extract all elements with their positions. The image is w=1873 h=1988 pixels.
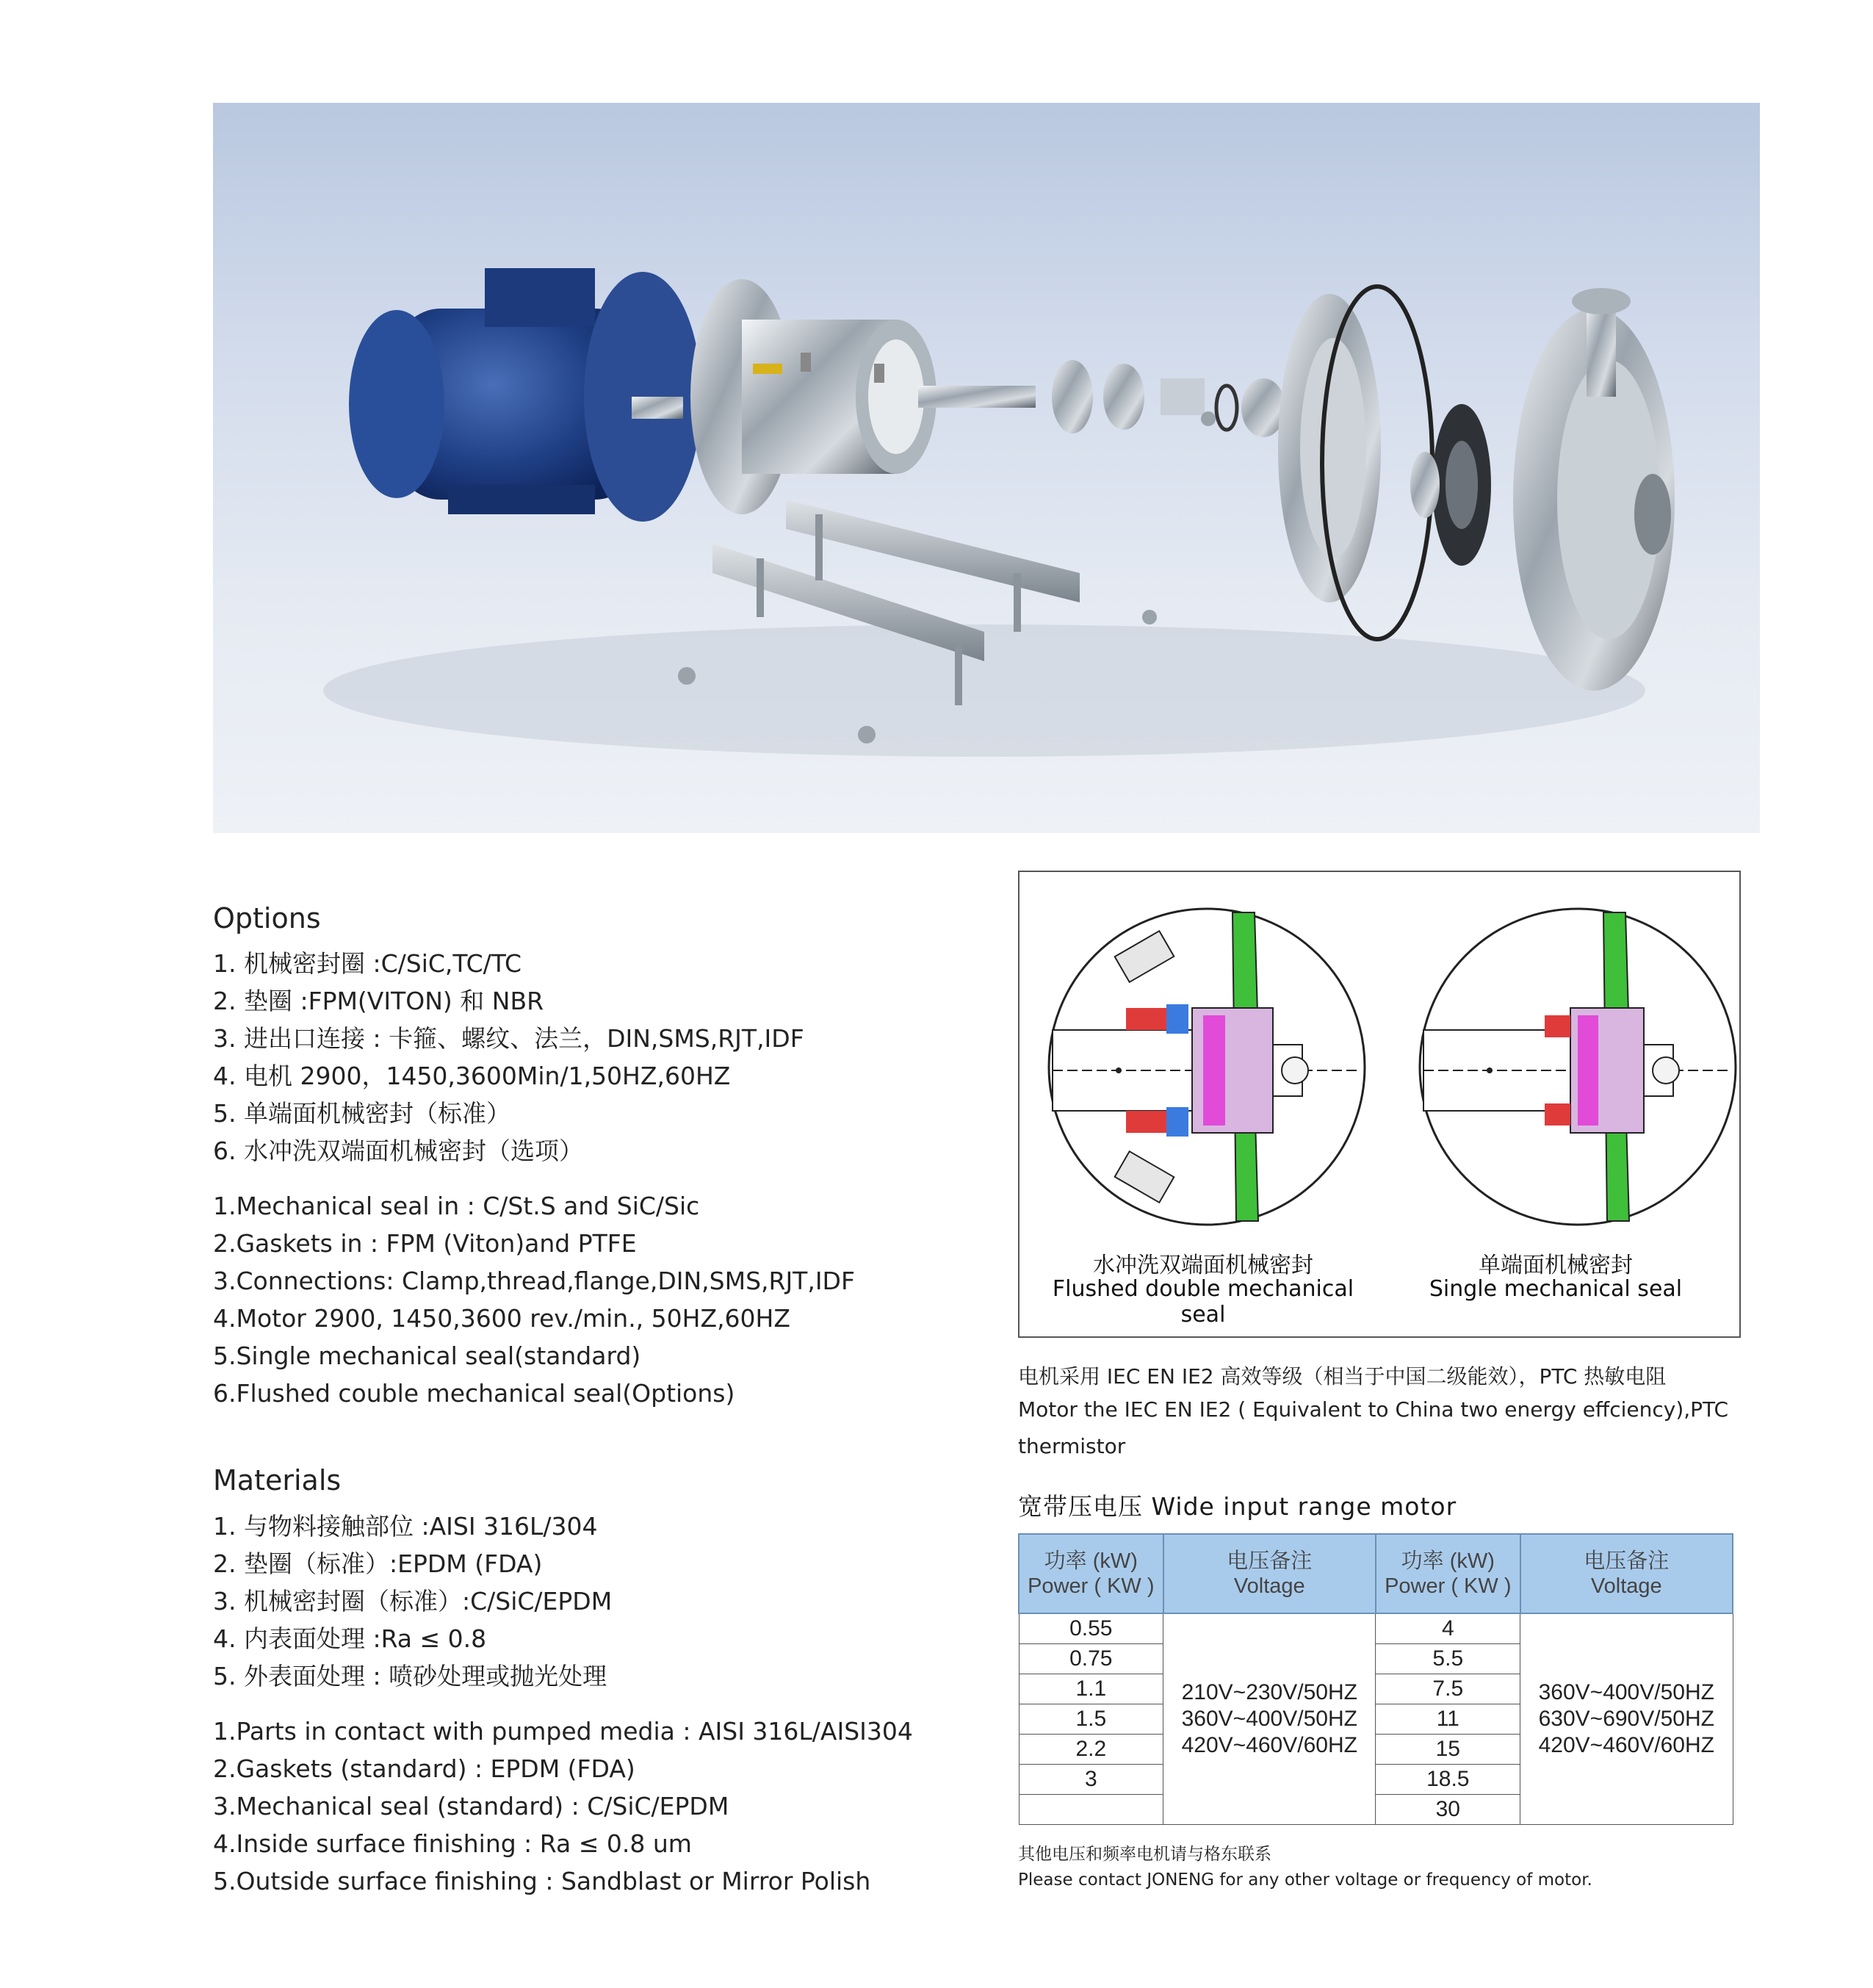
right-voltage-line: 360V~400V/50HZ [1538, 1680, 1714, 1704]
single-seal-caption-en: Single mechanical seal [1429, 1276, 1683, 1302]
header-voltage-en: Voltage [1233, 1574, 1305, 1598]
right-power-cell: 18.5 [1376, 1765, 1520, 1795]
flushed-seal-caption-en: Flushed double mechanical seal [1052, 1276, 1354, 1328]
options-cn-item: 1. 机械密封圈 :C/SiC,TC/TC [213, 949, 522, 978]
motor-note-en-line2: thermistor [1018, 1434, 1126, 1458]
options-cn-list [213, 945, 804, 1170]
materials-en-item: 1.Parts in contact with pumped media : AISI 316L/AISI304 [213, 1717, 913, 1746]
options-en-item: 3.Connections: Clamp,thread,flange,DIN,SMS,RJT,IDF [213, 1267, 855, 1295]
materials-heading: Materials [213, 1464, 342, 1497]
options-cn-item: 5. 单端面机械密封（标准） [213, 1099, 510, 1128]
options-en-item: 1.Mechanical seal in : C/St.S and SiC/Sic [213, 1192, 700, 1220]
right-power-cell: 15 [1376, 1735, 1520, 1765]
left-power-cell: 0.75 [1019, 1644, 1163, 1674]
header-power-cn: 功率 (kW) [1044, 1549, 1138, 1573]
adapter-flange [690, 279, 936, 514]
left-voltage-line: 360V~400V/50HZ [1181, 1707, 1357, 1731]
single-seal-diagram [1416, 905, 1739, 1228]
left-voltage-line: 420V~460V/60HZ [1181, 1733, 1357, 1757]
table-header-row [1019, 1534, 1733, 1613]
options-heading: Options [213, 902, 321, 934]
right-power-cell: 7.5 [1376, 1674, 1520, 1704]
left-voltage-cell [1163, 1613, 1376, 1825]
right-power-cell: 30 [1376, 1795, 1520, 1825]
options-en-item: 5.Single mechanical seal(standard) [213, 1341, 641, 1370]
back-plate [1278, 287, 1432, 639]
table-row [1019, 1613, 1733, 1644]
header-voltage-right [1520, 1534, 1733, 1613]
impeller [1410, 404, 1491, 566]
right-power-cell: 5.5 [1376, 1644, 1520, 1674]
left-power-cell: 3 [1019, 1765, 1163, 1795]
right-voltage-line: 630V~690V/50HZ [1538, 1707, 1714, 1731]
motor-note-cn: 电机采用 IEC EN IE2 高效等级（相当于中国二级能效），PTC 热敏电阻 [1018, 1364, 1667, 1389]
header-voltage-left [1163, 1534, 1376, 1613]
options-en-item: 4.Motor 2900, 1450,3600 rev./min., 50HZ,60HZ [213, 1304, 790, 1333]
materials-cn-item: 2. 垫圈（标准）:EPDM (FDA) [213, 1549, 543, 1578]
right-power-cell: 11 [1376, 1704, 1520, 1735]
pump-illustration [213, 103, 1760, 833]
header-power-left [1019, 1534, 1163, 1613]
left-power-cell: 1.1 [1019, 1674, 1163, 1704]
right-voltage-cell [1520, 1613, 1733, 1825]
pump-exploded-view-image [213, 103, 1760, 833]
left-power-cell: 1.5 [1019, 1704, 1163, 1735]
options-cn-item: 4. 电机 2900，1450,3600Min/1,50HZ,60HZ [213, 1062, 731, 1090]
header-power-right [1376, 1534, 1520, 1613]
left-voltage-line: 210V~230V/50HZ [1181, 1680, 1357, 1704]
materials-en-item: 4.Inside surface finishing : Ra ≤ 0.8 um [213, 1829, 692, 1858]
header-voltage-cn: 电压备注 [1584, 1549, 1670, 1573]
pump-casing [1513, 288, 1675, 691]
materials-cn-item: 3. 机械密封圈（标准）:C/SiC/EPDM [213, 1587, 613, 1616]
flushed-seal-caption-cn: 水冲洗双端面机械密封 [1093, 1253, 1313, 1278]
options-cn-item: 2. 垫圈 :FPM(VITON) 和 NBR [213, 987, 544, 1015]
materials-en-list [213, 1717, 913, 1904]
materials-cn-item: 5. 外表面处理 : 喷砂处理或抛光处理 [213, 1662, 607, 1690]
footer-note-cn: 其他电压和频率电机请与格东联系 [1018, 1845, 1271, 1864]
left-power-cell: 0.55 [1019, 1613, 1163, 1644]
left-power-cell [1019, 1795, 1163, 1825]
header-voltage-en: Voltage [1590, 1574, 1662, 1598]
motor [349, 268, 701, 522]
materials-cn-list [213, 1508, 612, 1695]
header-power-cn: 功率 (kW) [1401, 1549, 1495, 1573]
options-en-item: 2.Gaskets in : FPM (Viton)and PTFE [213, 1229, 637, 1258]
options-en-list [213, 1192, 855, 1416]
header-power-en: Power ( KW ) [1028, 1574, 1155, 1598]
seal-diagram-panel [1018, 871, 1741, 1338]
motor-note-en-line1: Motor the IEC EN IE2 ( Equivalent to China two energy effciency),PTC [1018, 1397, 1729, 1422]
flushed-double-seal-diagram [1045, 905, 1368, 1228]
wide-range-title: 宽带压电压 Wide input range motor [1018, 1492, 1457, 1521]
right-voltage-line: 420V~460V/60HZ [1538, 1733, 1714, 1757]
materials-cn-item: 1. 与物料接触部位 :AISI 316L/304 [213, 1512, 598, 1541]
right-power-cell: 4 [1376, 1613, 1520, 1644]
header-voltage-cn: 电压备注 [1227, 1549, 1313, 1573]
materials-en-item: 3.Mechanical seal (standard) : C/SiC/EPDM [213, 1792, 729, 1820]
materials-cn-item: 4. 内表面处理 :Ra ≤ 0.8 [213, 1624, 487, 1653]
options-en-item: 6.Flushed couble mechanical seal(Options) [213, 1379, 735, 1408]
footer-note-en: Please contact JONENG for any other voltage or frequency of motor. [1018, 1870, 1592, 1890]
header-power-en: Power ( KW ) [1385, 1574, 1512, 1598]
options-cn-item: 6. 水冲洗双端面机械密封（选项） [213, 1137, 583, 1165]
voltage-table [1018, 1533, 1733, 1825]
materials-en-item: 5.Outside surface finishing : Sandblast or Mirror Polish [213, 1867, 871, 1895]
left-power-cell: 2.2 [1019, 1735, 1163, 1765]
materials-en-item: 2.Gaskets (standard) : EPDM (FDA) [213, 1754, 635, 1783]
single-seal-caption-cn: 单端面机械密封 [1479, 1253, 1633, 1278]
options-cn-item: 3. 进出口连接 : 卡箍、螺纹、法兰，DIN,SMS,RJT,IDF [213, 1024, 804, 1053]
